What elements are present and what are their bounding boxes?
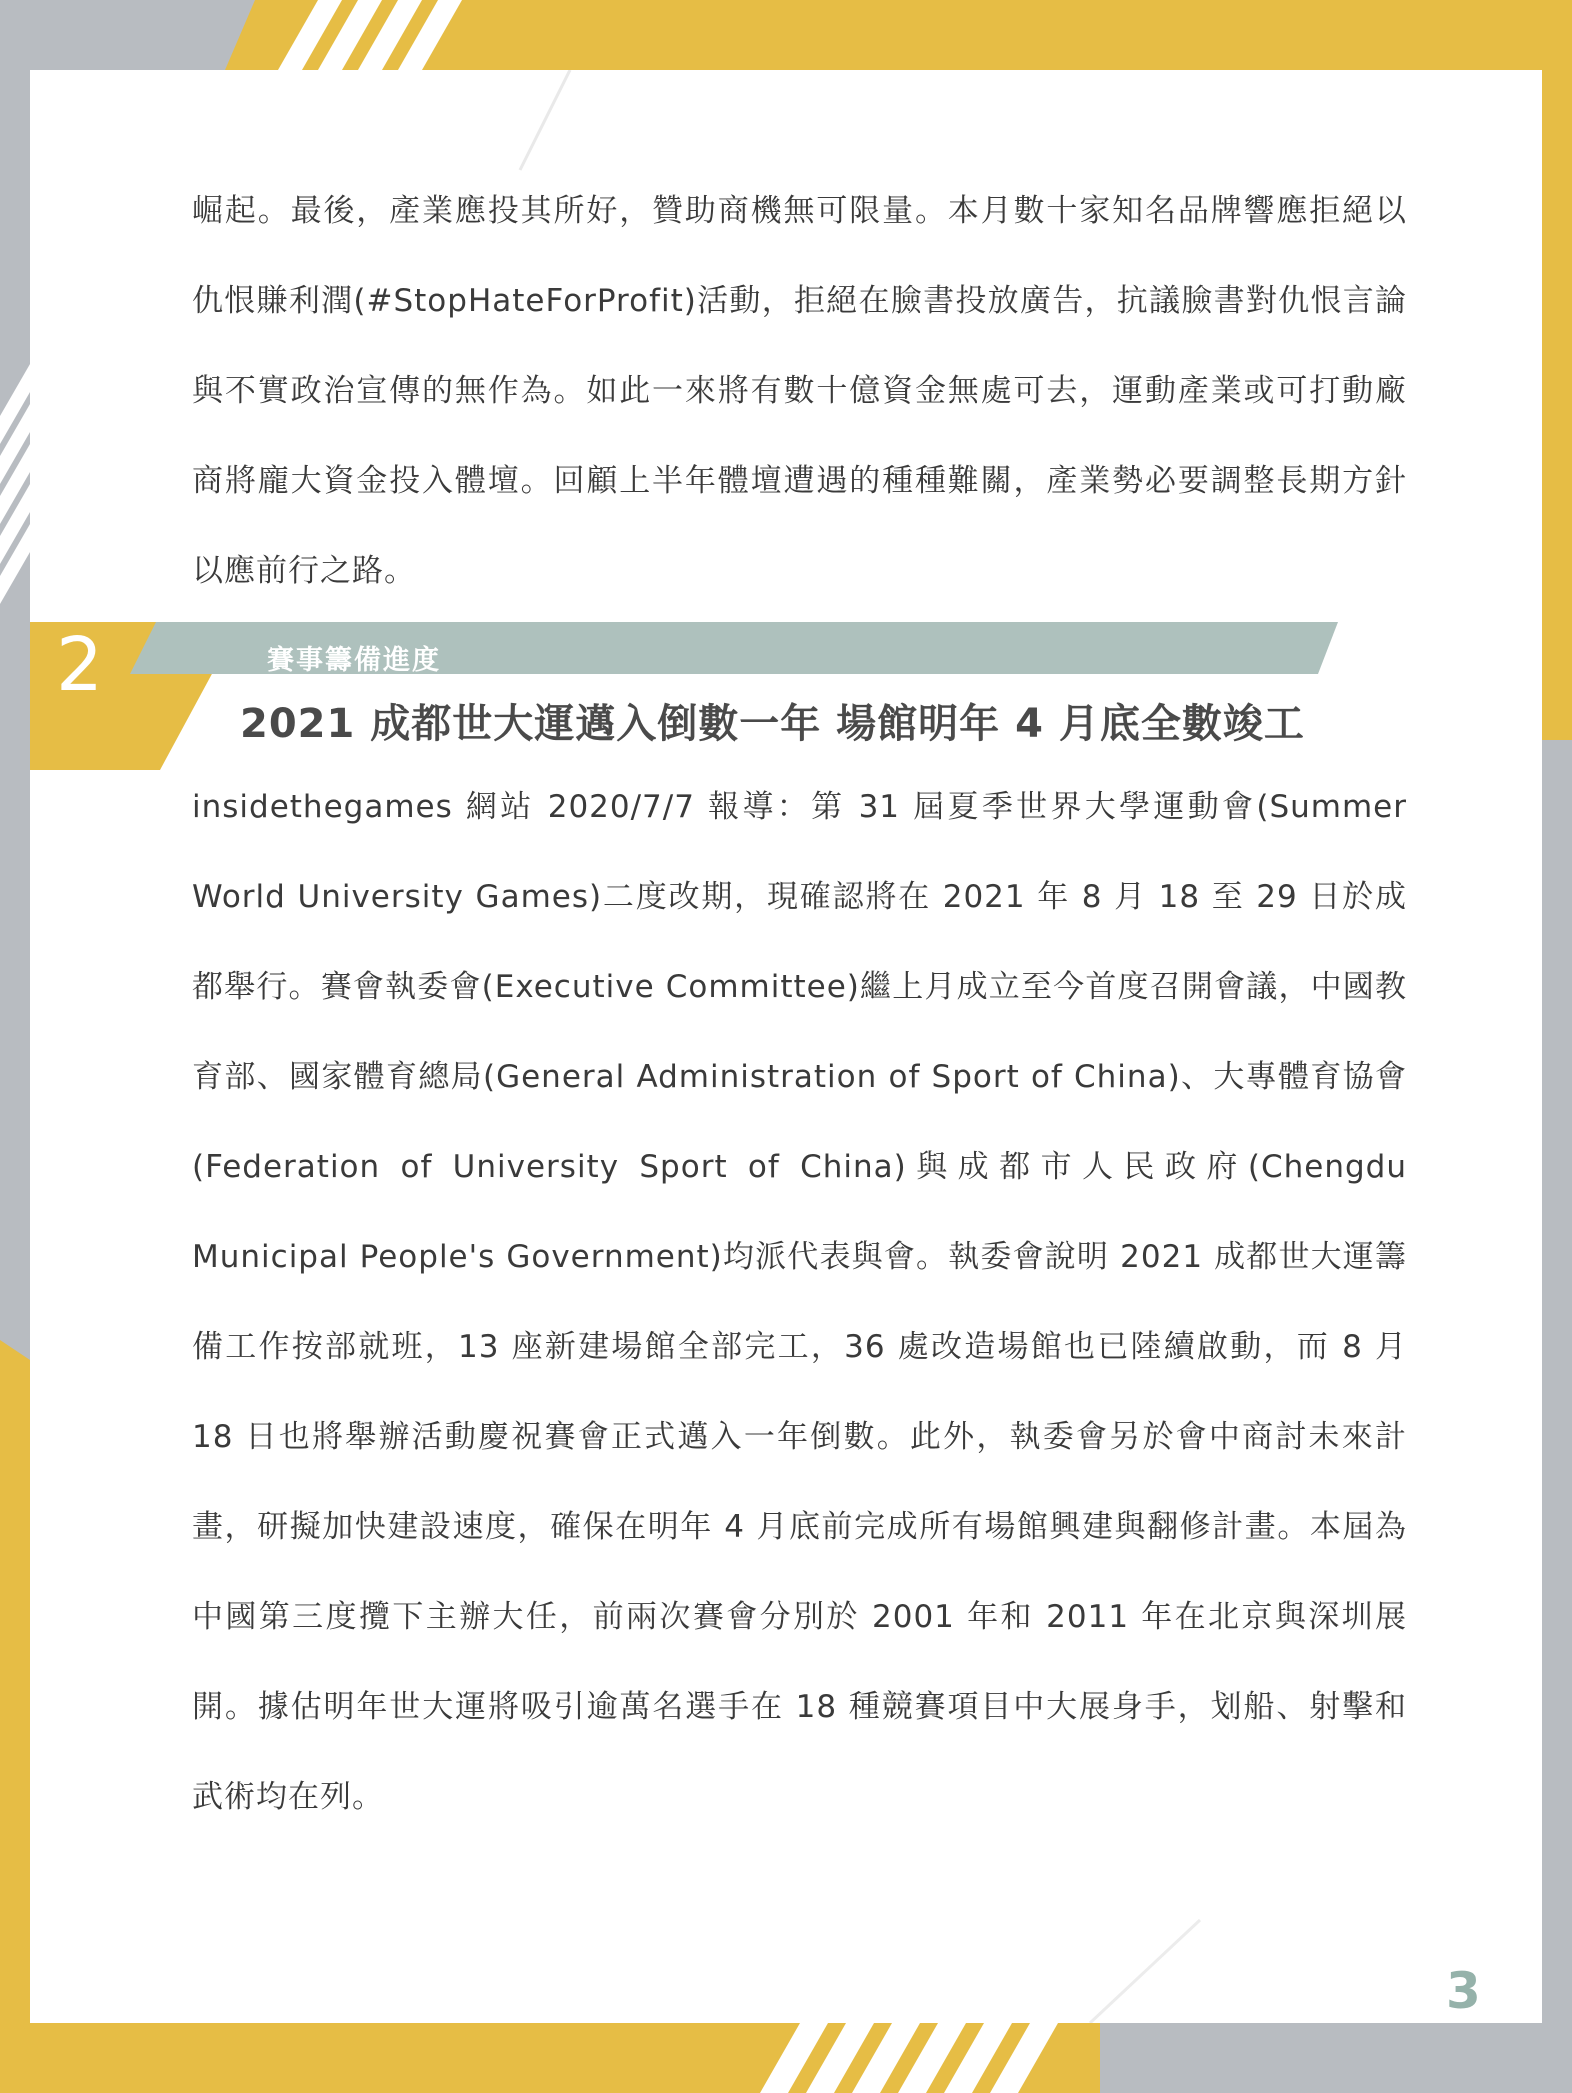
paragraph-continued: 崛起。最後，產業應投其所好，贊助商機無可限量。本月數十家知名品牌響應拒絕以仇恨賺利潤(#StopHateForProfit)活動，拒絕在臉書投放廣告，抗議臉書對仇恨言論與不實政治宣傳的無作為。如此一來將有數十億資金無處可去，運動產業或可打動廠商將龐大資金投入體壇。回顧上半年體壇遭遇的種種難關，產業勢必要調整長期方針以應前行之路。 [192, 193, 1407, 589]
section-number: 2 [56, 622, 104, 708]
page-number: 3 [1446, 1962, 1481, 2020]
article-body: insidethegames 網站 2020/7/7 報導：第 31 屆夏季世界大學運動會(Summer World University Games)二度改期，現確認將在 2021 年 8 月 18 至 29 日於成都舉行。賽會執委會(Executive Committee)繼上月成立至今首度召開會議，中國教育部、國家體育總局(General Administration of Sport of China)、大專體育協會(Federation of University Sport of China)與成都市人民政府(Chengdu Municipal People's Government)均派代表與會。執委會說明 2021 成都世大運籌備工作按部就班，13 座新建場館全部完工，36 處改造場館也已陸續啟動，而 8 月 18 日也將舉辦活動慶祝賽會正式邁入一年倒數。此外，執委會另於會中商討未來計畫，研擬加快建設速度，確保在明年 4 月底前完成所有場館興建與翻修計畫。本屆為中國第三度攬下主辦大任，前兩次賽會分別於 2001 年和 2011 年在北京與深圳展開。據估明年世大運將吸引逾萬名選手在 18 種競賽項目中大展身手，划船、射擊和武術均在列。 [192, 789, 1407, 1815]
section-tag: 賽事籌備進度 [267, 645, 441, 676]
article-headline: 2021 成都世大運邁入倒數一年 場館明年 4 月底全數竣工 [240, 701, 1305, 747]
